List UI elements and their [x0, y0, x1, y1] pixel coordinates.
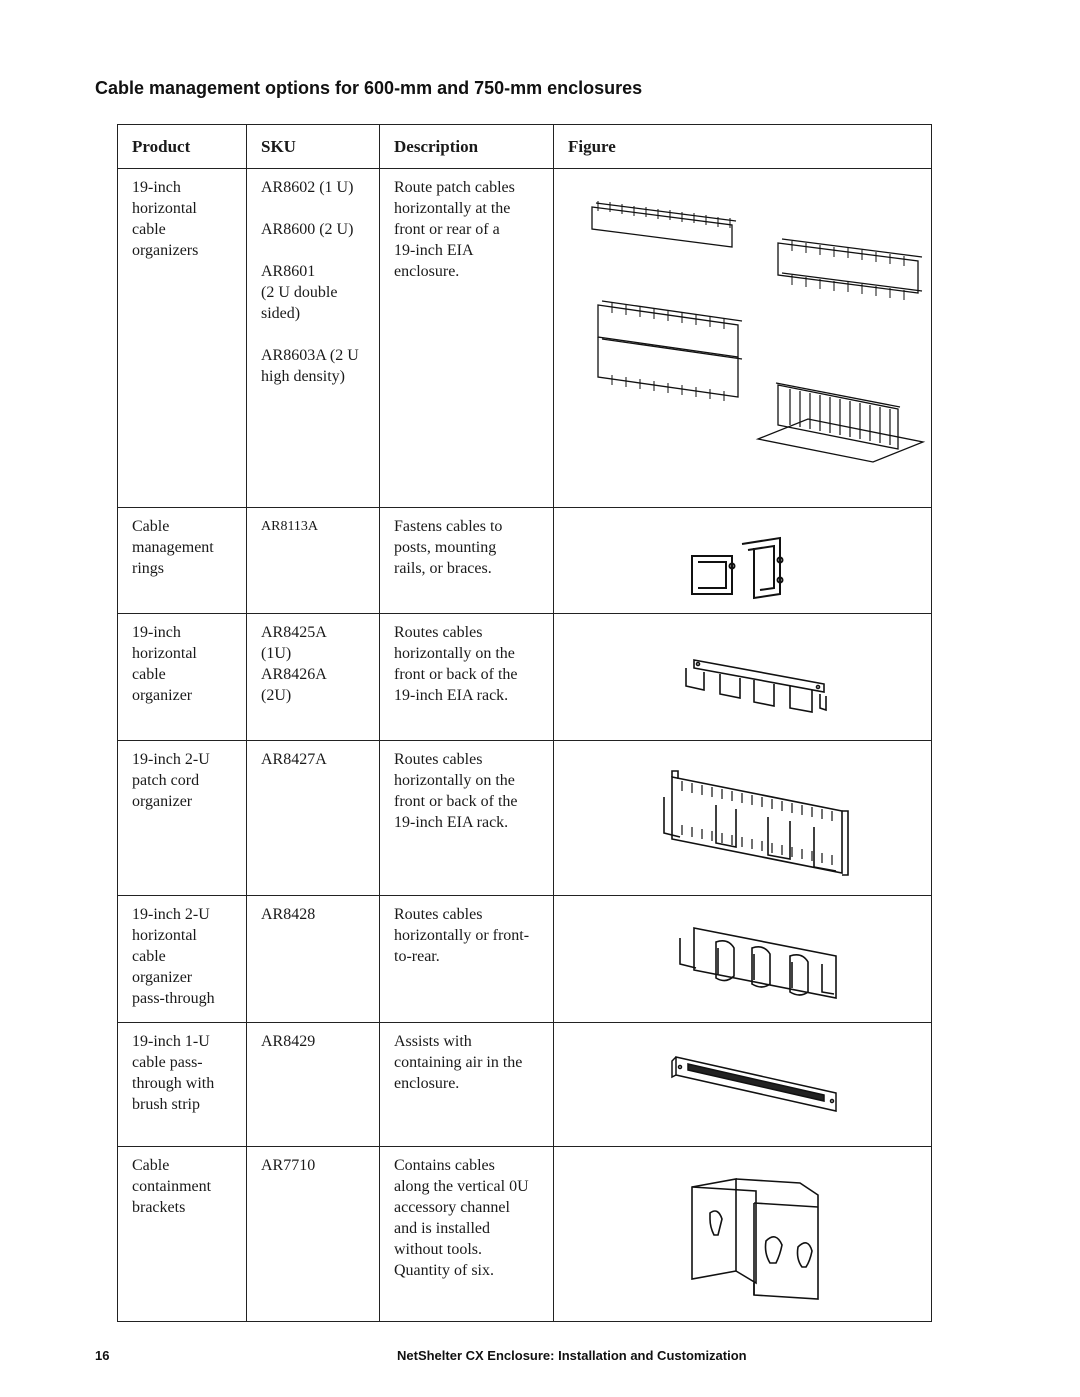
sku-text: (1U)	[261, 645, 292, 662]
table-row	[118, 614, 932, 741]
description-text: posts, mounting	[394, 539, 497, 556]
table-header-row	[118, 125, 932, 169]
description-text: along the vertical 0U	[394, 1178, 529, 1195]
description-text: rails, or braces.	[394, 560, 492, 577]
header-figure: Figure	[554, 125, 932, 169]
header-sku: SKU	[247, 125, 380, 169]
product-text: 19-inch 1-U	[132, 1033, 210, 1050]
table-row	[118, 1147, 932, 1322]
description-cell	[380, 508, 554, 614]
product-text: organizer	[132, 969, 193, 986]
product-text: 19-inch	[132, 179, 181, 196]
product-text: horizontal	[132, 645, 197, 662]
description-text: Routes cables	[394, 751, 483, 768]
page-title: Cable management options for 600-mm and 750-mm enclosures	[95, 78, 643, 98]
horizontal-cable-organizer-illustration	[568, 622, 945, 740]
product-text: Cable	[132, 518, 170, 535]
sku-cell	[247, 741, 380, 896]
product-text: horizontal	[132, 200, 197, 217]
product-text: containment	[132, 1178, 212, 1195]
sku-text: AR8427A	[261, 751, 327, 768]
description-text: horizontally or front-	[394, 927, 530, 944]
table-row	[118, 896, 932, 1023]
sku-text: (2 U double	[261, 284, 338, 301]
sku-text: AR8425A	[261, 624, 327, 641]
product-text: cable	[132, 221, 166, 238]
description-text: without tools.	[394, 1241, 483, 1258]
description-text: to-rear.	[394, 948, 440, 965]
pass-through-organizer-illustration	[568, 904, 945, 1022]
description-text: front or rear of a	[394, 221, 500, 238]
description-text: Fastens cables to	[394, 518, 503, 535]
product-text: cable	[132, 666, 166, 683]
description-text: enclosure.	[394, 263, 460, 280]
figure-cell	[554, 896, 932, 1023]
product-text: patch cord	[132, 772, 200, 789]
sku-text: AR8603A (2 U	[261, 347, 359, 364]
product-text: horizontal	[132, 927, 197, 944]
description-cell	[380, 169, 554, 508]
header-description: Description	[380, 125, 554, 169]
sku-text: AR8602 (1 U)	[261, 179, 354, 196]
containment-brackets-illustration	[568, 1155, 945, 1321]
product-cell	[118, 1147, 247, 1322]
sku-text: AR7710	[261, 1157, 316, 1174]
description-text: Quantity of six.	[394, 1262, 494, 1279]
description-text: 19-inch EIA rack.	[394, 687, 509, 704]
description-text: and is installed	[394, 1220, 490, 1237]
cable-management-rings-illustration	[568, 516, 945, 613]
figure-cell	[554, 508, 932, 614]
figure-cell	[554, 1147, 932, 1322]
product-cell	[118, 1023, 247, 1147]
brush-strip-illustration	[568, 1031, 945, 1146]
figure-cell	[554, 1023, 932, 1147]
product-text: organizers	[132, 242, 199, 259]
sku-cell	[247, 508, 380, 614]
sku-cell	[247, 614, 380, 741]
table-row	[118, 508, 932, 614]
description-text: Route patch cables	[394, 179, 515, 196]
description-cell	[380, 1147, 554, 1322]
product-text: Cable	[132, 1157, 170, 1174]
product-text: 19-inch 2-U	[132, 751, 210, 768]
description-text: 19-inch EIA rack.	[394, 814, 509, 831]
product-text: cable pass-	[132, 1054, 203, 1071]
description-text: horizontally on the	[394, 645, 515, 662]
product-cell	[118, 614, 247, 741]
sku-cell	[247, 169, 380, 508]
sku-text: AR8601	[261, 263, 316, 280]
footer-document-title: NetShelter CX Enclosure: Installation and Customization	[397, 1348, 747, 1363]
description-text: accessory channel	[394, 1199, 510, 1216]
description-text: Routes cables	[394, 906, 483, 923]
product-text: cable	[132, 948, 166, 965]
sku-text: AR8426A	[261, 666, 327, 683]
patch-cord-organizer-illustration	[568, 749, 945, 895]
description-text: Contains cables	[394, 1157, 495, 1174]
product-cell	[118, 508, 247, 614]
product-text: brackets	[132, 1199, 186, 1216]
product-cell	[118, 169, 247, 508]
product-text: brush strip	[132, 1096, 200, 1113]
description-text: front or back of the	[394, 666, 518, 683]
sku-cell	[247, 896, 380, 1023]
sku-cell	[247, 1147, 380, 1322]
cable-management-table	[117, 124, 932, 1322]
product-text: 19-inch	[132, 624, 181, 641]
sku-text: AR8429	[261, 1033, 316, 1050]
sku-text: (2U)	[261, 687, 292, 704]
description-cell	[380, 1023, 554, 1147]
description-text: front or back of the	[394, 793, 518, 810]
table-row	[118, 169, 932, 508]
product-cell	[118, 741, 247, 896]
product-text: 19-inch 2-U	[132, 906, 210, 923]
horizontal-cable-organizers-illustration	[568, 177, 945, 507]
sku-text: AR8113A	[261, 519, 319, 534]
product-text: through with	[132, 1075, 215, 1092]
figure-cell	[554, 741, 932, 896]
sku-text: AR8428	[261, 906, 316, 923]
description-cell	[380, 896, 554, 1023]
product-text: pass-through	[132, 990, 215, 1007]
sku-cell	[247, 1023, 380, 1147]
product-text: rings	[132, 560, 164, 577]
description-text: 19-inch EIA	[394, 242, 474, 259]
page-number: 16	[95, 1348, 110, 1363]
description-text: Routes cables	[394, 624, 483, 641]
description-cell	[380, 614, 554, 741]
description-text: horizontally on the	[394, 772, 515, 789]
figure-cell	[554, 169, 932, 508]
description-text: horizontally at the	[394, 200, 511, 217]
sku-text: sided)	[261, 305, 301, 322]
product-text: management	[132, 539, 214, 556]
table-row	[118, 1023, 932, 1147]
product-text: organizer	[132, 687, 193, 704]
description-cell	[380, 741, 554, 896]
figure-cell	[554, 614, 932, 741]
product-text: organizer	[132, 793, 193, 810]
sku-text: AR8600 (2 U)	[261, 221, 354, 238]
description-text: enclosure.	[394, 1075, 460, 1092]
product-cell	[118, 896, 247, 1023]
description-text: Assists with	[394, 1033, 472, 1050]
table-row	[118, 741, 932, 896]
description-text: containing air in the	[394, 1054, 523, 1071]
header-product: Product	[118, 125, 247, 169]
sku-text: high density)	[261, 368, 345, 385]
